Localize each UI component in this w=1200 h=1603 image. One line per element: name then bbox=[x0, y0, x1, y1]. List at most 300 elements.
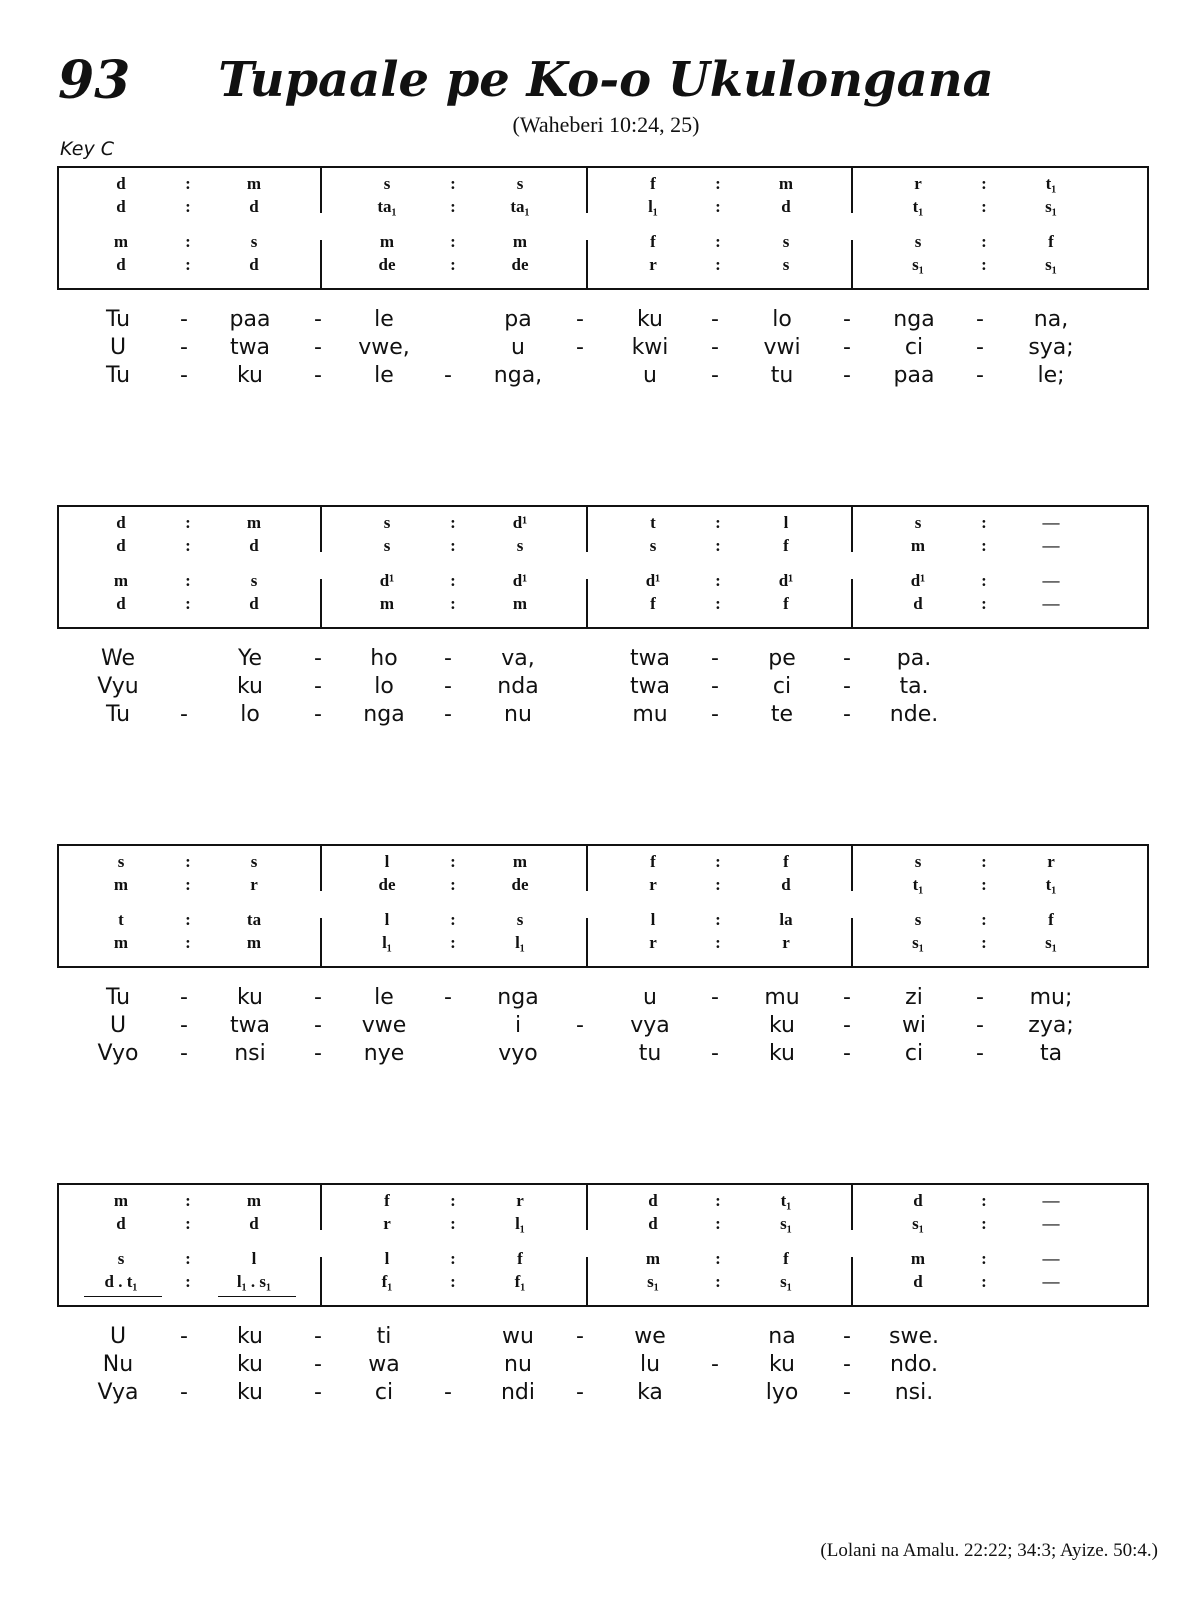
lyric-syllable: ci bbox=[374, 1380, 394, 1405]
lyric-syllable: zya; bbox=[1028, 1013, 1074, 1038]
beat-colon: : bbox=[715, 1191, 721, 1210]
beat-colon: : bbox=[981, 1214, 987, 1233]
lyric-syllable: u bbox=[511, 335, 525, 360]
solfa-note: d bbox=[781, 875, 791, 894]
syllable-hyphen: - bbox=[180, 335, 188, 360]
syllable-hyphen: - bbox=[843, 363, 851, 388]
solfa-note: s bbox=[383, 513, 391, 532]
lyric-syllable: U bbox=[109, 1324, 127, 1349]
solfa-note: s bbox=[250, 571, 258, 590]
lyric-syllable: twa bbox=[229, 1013, 271, 1038]
beat-colon: : bbox=[185, 197, 191, 216]
lyric-syllable: nye bbox=[363, 1041, 405, 1066]
solfa-note: r bbox=[250, 875, 258, 894]
solfa-note: d¹ bbox=[645, 571, 661, 590]
solfa-note: d bbox=[781, 197, 791, 216]
syllable-hyphen: - bbox=[976, 1041, 984, 1066]
bar-line bbox=[851, 844, 853, 891]
solfa-note: m bbox=[910, 536, 926, 555]
lyric-syllable: pa bbox=[504, 307, 532, 332]
syllable-hyphen: - bbox=[711, 674, 719, 699]
solfa-note: m bbox=[778, 174, 794, 193]
syllable-hyphen: - bbox=[314, 1041, 322, 1066]
syllable-hyphen: - bbox=[314, 702, 322, 727]
beat-colon: : bbox=[715, 910, 721, 929]
solfa-note: de bbox=[511, 875, 529, 894]
beat-colon: : bbox=[450, 255, 456, 274]
syllable-hyphen: - bbox=[843, 307, 851, 332]
lyric-syllable: ka bbox=[637, 1380, 663, 1405]
lyric-syllable: te bbox=[770, 702, 794, 727]
syllable-hyphen: - bbox=[180, 985, 188, 1010]
bar-line bbox=[586, 240, 588, 290]
lyric-syllable: Nu bbox=[102, 1352, 134, 1377]
solfa-note: — bbox=[1042, 1249, 1060, 1268]
solfa-note: f₁ bbox=[381, 1272, 393, 1291]
beat-colon: : bbox=[185, 933, 191, 952]
syllable-hyphen: - bbox=[314, 335, 322, 360]
solfa-note: d¹ bbox=[512, 571, 528, 590]
beat-colon: : bbox=[450, 513, 456, 532]
lyric-syllable: Vyu bbox=[97, 674, 139, 699]
syllable-hyphen: - bbox=[444, 985, 452, 1010]
bar-line bbox=[851, 240, 853, 290]
lyric-syllable: Vyo bbox=[97, 1041, 139, 1066]
beat-colon: : bbox=[981, 513, 987, 532]
bar-line bbox=[851, 579, 853, 629]
lyric-syllable: wu bbox=[502, 1324, 534, 1349]
syllable-hyphen: - bbox=[711, 307, 719, 332]
lyric-syllable: na, bbox=[1033, 307, 1069, 332]
solfa-note: de bbox=[511, 255, 529, 274]
beat-colon: : bbox=[715, 536, 721, 555]
lyric-syllable: ku bbox=[236, 1380, 263, 1405]
solfa-note: d bbox=[116, 1214, 126, 1233]
lyric-syllable: ndo. bbox=[890, 1352, 938, 1377]
lyric-syllable: le bbox=[374, 985, 394, 1010]
solfa-note: — bbox=[1042, 1272, 1060, 1291]
solfa-note: d bbox=[913, 594, 923, 613]
lyric-syllable: ku bbox=[236, 1352, 263, 1377]
syllable-hyphen: - bbox=[843, 646, 851, 671]
solfa-note: m bbox=[113, 571, 129, 590]
solfa-note: s bbox=[250, 232, 258, 251]
syllable-hyphen: - bbox=[711, 702, 719, 727]
solfa-note: d bbox=[116, 513, 126, 532]
bar-line bbox=[586, 918, 588, 968]
beat-colon: : bbox=[715, 1249, 721, 1268]
syllable-hyphen: - bbox=[976, 1013, 984, 1038]
solfa-note: r bbox=[649, 255, 657, 274]
solfa-note: f bbox=[384, 1191, 390, 1210]
solfa-note: r bbox=[1047, 852, 1055, 871]
syllable-hyphen: - bbox=[976, 363, 984, 388]
solfa-note: s bbox=[383, 174, 391, 193]
syllable-hyphen: - bbox=[576, 335, 584, 360]
beat-colon: : bbox=[715, 1272, 721, 1291]
lyric-syllable: i bbox=[514, 1013, 522, 1038]
syllable-hyphen: - bbox=[444, 1380, 452, 1405]
solfa-note: ta₁ bbox=[377, 197, 397, 216]
solfa-note: d bbox=[648, 1191, 658, 1210]
bar-line bbox=[320, 579, 322, 629]
solfa-note: l bbox=[783, 513, 789, 532]
solfa-note: s bbox=[782, 255, 790, 274]
lyric-syllable: Ye bbox=[237, 646, 263, 671]
solfa-note: m bbox=[910, 1249, 926, 1268]
bar-line bbox=[851, 1257, 853, 1307]
syllable-hyphen: - bbox=[444, 702, 452, 727]
lyric-syllable: ku bbox=[236, 363, 263, 388]
solfa-note: m bbox=[113, 933, 129, 952]
solfa-note: r bbox=[782, 933, 790, 952]
beat-colon: : bbox=[185, 594, 191, 613]
syllable-hyphen: - bbox=[843, 985, 851, 1010]
solfa-note: d . t₁ bbox=[104, 1272, 138, 1291]
solfa-note: d bbox=[648, 1214, 658, 1233]
solfa-note: s bbox=[516, 910, 524, 929]
syllable-hyphen: - bbox=[976, 335, 984, 360]
lyric-syllable: mu; bbox=[1029, 985, 1073, 1010]
solfa-note: t bbox=[118, 910, 124, 929]
syllable-hyphen: - bbox=[843, 1013, 851, 1038]
syllable-hyphen: - bbox=[314, 1324, 322, 1349]
beat-colon: : bbox=[450, 852, 456, 871]
lyric-syllable: tu bbox=[638, 1041, 662, 1066]
beat-colon: : bbox=[715, 594, 721, 613]
beat-colon: : bbox=[185, 571, 191, 590]
syllable-hyphen: - bbox=[314, 674, 322, 699]
solfa-note: m bbox=[113, 232, 129, 251]
beat-colon: : bbox=[981, 536, 987, 555]
solfa-note: f bbox=[1048, 910, 1054, 929]
lyric-syllable: Tu bbox=[105, 702, 131, 727]
syllable-hyphen: - bbox=[180, 1013, 188, 1038]
key-signature: Key C bbox=[60, 138, 115, 160]
lyric-syllable: ku bbox=[768, 1352, 795, 1377]
lyric-syllable: kwi bbox=[631, 335, 669, 360]
lyric-syllable: ci bbox=[904, 335, 924, 360]
beat-colon: : bbox=[715, 852, 721, 871]
solfa-note: d bbox=[116, 174, 126, 193]
solfa-note: l bbox=[251, 1249, 257, 1268]
lyric-syllable: u bbox=[643, 363, 657, 388]
lyric-syllable: le; bbox=[1037, 363, 1065, 388]
solfa-note: m bbox=[379, 594, 395, 613]
beat-colon: : bbox=[715, 933, 721, 952]
bar-line bbox=[851, 1183, 853, 1230]
beat-colon: : bbox=[450, 1272, 456, 1291]
beat-colon: : bbox=[185, 255, 191, 274]
lyric-syllable: nda bbox=[497, 674, 539, 699]
solfa-note: d bbox=[116, 197, 126, 216]
lyric-syllable: ku bbox=[236, 1324, 263, 1349]
lyric-syllable: ku bbox=[236, 985, 263, 1010]
solfa-note: l₁ bbox=[382, 933, 392, 952]
solfa-note: f bbox=[783, 852, 789, 871]
solfa-note: m bbox=[512, 594, 528, 613]
solfa-note: — bbox=[1042, 594, 1060, 613]
lyric-syllable: paa bbox=[893, 363, 935, 388]
solfa-note: s bbox=[516, 536, 524, 555]
beat-colon: : bbox=[185, 875, 191, 894]
syllable-hyphen: - bbox=[180, 1041, 188, 1066]
lyric-syllable: wa bbox=[368, 1352, 400, 1377]
solfa-note: m bbox=[246, 1191, 262, 1210]
tie-underline bbox=[84, 1296, 162, 1297]
syllable-hyphen: - bbox=[843, 1324, 851, 1349]
syllable-hyphen: - bbox=[444, 363, 452, 388]
beat-colon: : bbox=[981, 255, 987, 274]
solfa-note: s₁ bbox=[647, 1272, 659, 1291]
solfa-note: d bbox=[249, 536, 259, 555]
beat-colon: : bbox=[715, 174, 721, 193]
solfa-note: l₁ bbox=[648, 197, 658, 216]
solfa-note: l₁ bbox=[515, 1214, 525, 1233]
beat-colon: : bbox=[185, 1249, 191, 1268]
solfa-note: r bbox=[383, 1214, 391, 1233]
solfa-note: d bbox=[249, 1214, 259, 1233]
solfa-note: d bbox=[116, 255, 126, 274]
solfa-note: f bbox=[650, 594, 656, 613]
lyric-syllable: ta bbox=[1039, 1041, 1063, 1066]
beat-colon: : bbox=[450, 174, 456, 193]
lyric-syllable: ku bbox=[768, 1041, 795, 1066]
syllable-hyphen: - bbox=[576, 307, 584, 332]
footnote-references: (Lolani na Amalu. 22:22; 34:3; Ayize. 50:4.) bbox=[820, 1540, 1158, 1561]
solfa-note: ta bbox=[246, 910, 262, 929]
beat-colon: : bbox=[185, 174, 191, 193]
solfa-note: s₁ bbox=[780, 1214, 792, 1233]
solfa-note: ta₁ bbox=[510, 197, 530, 216]
solfa-note: f bbox=[650, 232, 656, 251]
syllable-hyphen: - bbox=[976, 985, 984, 1010]
solfa-note: t₁ bbox=[780, 1191, 792, 1210]
beat-colon: : bbox=[981, 571, 987, 590]
solfa-note: s bbox=[782, 232, 790, 251]
lyric-syllable: pa. bbox=[896, 646, 932, 671]
solfa-note: r bbox=[914, 174, 922, 193]
solfa-note: s bbox=[117, 852, 125, 871]
syllable-hyphen: - bbox=[314, 1380, 322, 1405]
beat-colon: : bbox=[185, 1191, 191, 1210]
lyric-syllable: nu bbox=[504, 702, 532, 727]
solfa-note: f₁ bbox=[514, 1272, 526, 1291]
lyric-syllable: Vya bbox=[97, 1380, 139, 1405]
beat-colon: : bbox=[981, 852, 987, 871]
solfa-note: d¹ bbox=[778, 571, 794, 590]
solfa-note: m bbox=[379, 232, 395, 251]
lyric-syllable: swe. bbox=[889, 1324, 939, 1349]
beat-colon: : bbox=[185, 1272, 191, 1291]
beat-colon: : bbox=[185, 1214, 191, 1233]
syllable-hyphen: - bbox=[843, 1352, 851, 1377]
beat-colon: : bbox=[450, 933, 456, 952]
solfa-note: d bbox=[249, 255, 259, 274]
lyric-syllable: mu bbox=[764, 985, 800, 1010]
lyric-syllable: We bbox=[101, 646, 135, 671]
beat-colon: : bbox=[981, 1249, 987, 1268]
solfa-note: m bbox=[246, 513, 262, 532]
beat-colon: : bbox=[450, 232, 456, 251]
bar-line bbox=[586, 844, 588, 891]
bar-line bbox=[586, 166, 588, 213]
lyric-syllable: nsi bbox=[234, 1041, 266, 1066]
bar-line bbox=[586, 1257, 588, 1307]
lyric-syllable: pe bbox=[768, 646, 796, 671]
lyric-syllable: nga, bbox=[493, 363, 543, 388]
lyric-syllable: nu bbox=[504, 1352, 532, 1377]
lyric-syllable: u bbox=[643, 985, 657, 1010]
solfa-note: — bbox=[1042, 1191, 1060, 1210]
beat-colon: : bbox=[981, 232, 987, 251]
beat-colon: : bbox=[185, 536, 191, 555]
solfa-note: s bbox=[250, 852, 258, 871]
syllable-hyphen: - bbox=[843, 702, 851, 727]
syllable-hyphen: - bbox=[180, 363, 188, 388]
syllable-hyphen: - bbox=[180, 1380, 188, 1405]
solfa-note: r bbox=[649, 933, 657, 952]
lyric-syllable: lo bbox=[374, 674, 394, 699]
hymn-title: Tupaale pe Ko-o Ukulongana bbox=[218, 52, 994, 108]
beat-colon: : bbox=[981, 1272, 987, 1291]
solfa-note: f bbox=[650, 174, 656, 193]
lyric-syllable: ti bbox=[376, 1324, 392, 1349]
beat-colon: : bbox=[450, 197, 456, 216]
syllable-hyphen: - bbox=[711, 335, 719, 360]
solfa-note: m bbox=[512, 852, 528, 871]
syllable-hyphen: - bbox=[843, 674, 851, 699]
beat-colon: : bbox=[981, 594, 987, 613]
bar-line bbox=[851, 505, 853, 552]
lyric-syllable: lo bbox=[772, 307, 792, 332]
syllable-hyphen: - bbox=[711, 646, 719, 671]
syllable-hyphen: - bbox=[576, 1324, 584, 1349]
bar-line bbox=[320, 1257, 322, 1307]
beat-colon: : bbox=[715, 513, 721, 532]
solfa-note: d bbox=[116, 536, 126, 555]
solfa-note: m bbox=[113, 1191, 129, 1210]
lyric-syllable: zi bbox=[905, 985, 923, 1010]
syllable-hyphen: - bbox=[314, 363, 322, 388]
solfa-note: s bbox=[914, 232, 922, 251]
syllable-hyphen: - bbox=[314, 307, 322, 332]
lyric-syllable: ndi bbox=[500, 1380, 536, 1405]
solfa-note: l₁ . s₁ bbox=[236, 1272, 272, 1291]
solfa-note: s bbox=[914, 910, 922, 929]
lyric-syllable: vya bbox=[630, 1013, 670, 1038]
lyric-syllable: vwi bbox=[763, 335, 801, 360]
lyric-syllable: nga bbox=[363, 702, 405, 727]
lyric-syllable: U bbox=[109, 335, 127, 360]
lyric-syllable: ku bbox=[236, 674, 263, 699]
solfa-note: d bbox=[913, 1272, 923, 1291]
beat-colon: : bbox=[450, 571, 456, 590]
beat-colon: : bbox=[715, 197, 721, 216]
beat-colon: : bbox=[450, 1191, 456, 1210]
syllable-hyphen: - bbox=[444, 674, 452, 699]
lyric-syllable: vwe bbox=[361, 1013, 407, 1038]
solfa-note: d¹ bbox=[379, 571, 395, 590]
solfa-note: t₁ bbox=[912, 197, 924, 216]
solfa-note: r bbox=[516, 1191, 524, 1210]
syllable-hyphen: - bbox=[843, 335, 851, 360]
syllable-hyphen: - bbox=[314, 1013, 322, 1038]
lyric-syllable: ta. bbox=[899, 674, 929, 699]
solfa-note: — bbox=[1042, 571, 1060, 590]
beat-colon: : bbox=[450, 1249, 456, 1268]
lyric-syllable: sya; bbox=[1028, 335, 1074, 360]
beat-colon: : bbox=[981, 910, 987, 929]
solfa-note: s bbox=[649, 536, 657, 555]
lyric-syllable: vyo bbox=[498, 1041, 538, 1066]
syllable-hyphen: - bbox=[711, 1352, 719, 1377]
solfa-note: s₁ bbox=[1045, 255, 1057, 274]
lyric-syllable: ci bbox=[772, 674, 792, 699]
beat-colon: : bbox=[981, 197, 987, 216]
lyric-syllable: Tu bbox=[105, 985, 131, 1010]
solfa-note: — bbox=[1042, 1214, 1060, 1233]
solfa-note: s bbox=[516, 174, 524, 193]
syllable-hyphen: - bbox=[576, 1380, 584, 1405]
solfa-note: f bbox=[783, 1249, 789, 1268]
lyric-syllable: U bbox=[109, 1013, 127, 1038]
lyric-syllable: vwe, bbox=[358, 335, 410, 360]
beat-colon: : bbox=[715, 875, 721, 894]
syllable-hyphen: - bbox=[180, 702, 188, 727]
syllable-hyphen: - bbox=[444, 646, 452, 671]
bar-line bbox=[320, 240, 322, 290]
solfa-note: r bbox=[649, 875, 657, 894]
solfa-note: de bbox=[378, 255, 396, 274]
bar-line bbox=[320, 1183, 322, 1230]
bar-line bbox=[586, 579, 588, 629]
beat-colon: : bbox=[185, 232, 191, 251]
solfa-note: l bbox=[384, 910, 390, 929]
beat-colon: : bbox=[715, 571, 721, 590]
lyric-syllable: Tu bbox=[105, 363, 131, 388]
solfa-note: s bbox=[914, 513, 922, 532]
bar-line bbox=[586, 505, 588, 552]
beat-colon: : bbox=[185, 513, 191, 532]
solfa-note: s bbox=[117, 1249, 125, 1268]
beat-colon: : bbox=[981, 875, 987, 894]
tie-underline bbox=[218, 1296, 296, 1297]
solfa-note: f bbox=[517, 1249, 523, 1268]
bar-line bbox=[320, 918, 322, 968]
solfa-note: f bbox=[1048, 232, 1054, 251]
lyric-syllable: le bbox=[374, 363, 394, 388]
lyric-syllable: na bbox=[768, 1324, 796, 1349]
bar-line bbox=[320, 505, 322, 552]
syllable-hyphen: - bbox=[843, 1041, 851, 1066]
lyric-syllable: wi bbox=[901, 1013, 927, 1038]
beat-colon: : bbox=[981, 1191, 987, 1210]
lyric-syllable: nga bbox=[893, 307, 935, 332]
beat-colon: : bbox=[981, 174, 987, 193]
lyric-syllable: lyo bbox=[765, 1380, 799, 1405]
syllable-hyphen: - bbox=[180, 307, 188, 332]
solfa-note: t bbox=[650, 513, 656, 532]
syllable-hyphen: - bbox=[711, 985, 719, 1010]
solfa-note: s bbox=[383, 536, 391, 555]
solfa-note: f bbox=[650, 852, 656, 871]
syllable-hyphen: - bbox=[711, 363, 719, 388]
lyric-syllable: twa bbox=[629, 674, 671, 699]
solfa-note: — bbox=[1042, 513, 1060, 532]
solfa-note: m bbox=[113, 875, 129, 894]
solfa-note: l bbox=[384, 1249, 390, 1268]
